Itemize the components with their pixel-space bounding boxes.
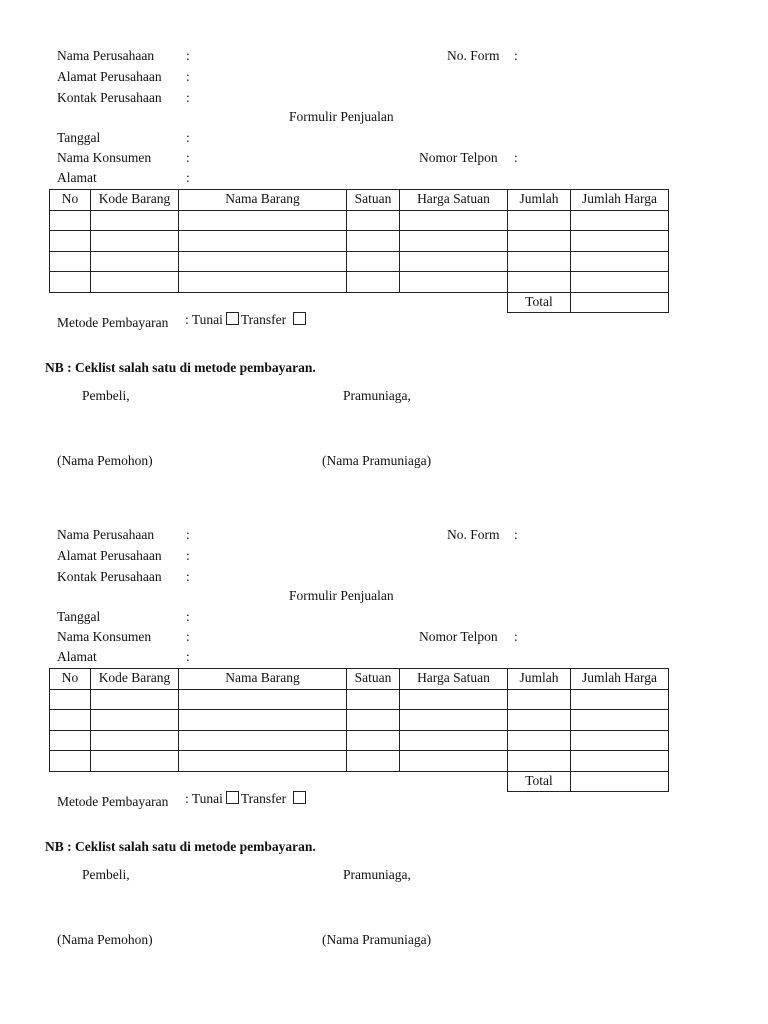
table-cell[interactable]	[50, 231, 91, 252]
customer-name-label: Nama Konsumen	[57, 150, 152, 165]
table-cell[interactable]	[179, 710, 347, 731]
table-cell[interactable]	[508, 751, 571, 772]
phone-colon: :	[514, 150, 518, 165]
table-cell[interactable]	[91, 231, 179, 252]
header-unit: Satuan	[347, 190, 400, 211]
table-cell[interactable]	[347, 251, 400, 272]
table-cell[interactable]	[91, 730, 179, 751]
table-cell[interactable]	[179, 251, 347, 272]
form-no-colon: :	[514, 48, 518, 63]
total-value-cell[interactable]	[571, 771, 669, 792]
table-cell[interactable]	[91, 751, 179, 772]
form-no-label: No. Form	[447, 48, 500, 63]
table-cell[interactable]	[347, 689, 400, 710]
table-cell[interactable]	[400, 231, 508, 252]
table-cell[interactable]	[179, 689, 347, 710]
table-cell[interactable]	[571, 751, 669, 772]
table-cell[interactable]	[400, 689, 508, 710]
table-cell[interactable]	[571, 251, 669, 272]
payment-method-label: Metode Pembayaran	[57, 794, 169, 809]
table-cell[interactable]	[508, 710, 571, 731]
table-cell[interactable]	[179, 231, 347, 252]
date-colon: :	[186, 609, 190, 624]
table-cell[interactable]	[508, 730, 571, 751]
header-total-price: Jumlah Harga	[571, 190, 669, 211]
table-cell[interactable]	[571, 272, 669, 293]
table-cell[interactable]	[571, 231, 669, 252]
table-cell[interactable]	[400, 751, 508, 772]
payment-prefix: : Tunai	[185, 312, 223, 327]
total-row-spacer	[50, 771, 508, 792]
company-contact-label: Kontak Perusahaan	[57, 569, 162, 584]
table-row	[50, 272, 669, 293]
transfer-checkbox[interactable]	[293, 312, 306, 325]
table-row	[50, 730, 669, 751]
phone-label: Nomor Telpon	[419, 150, 498, 165]
table-row	[50, 689, 669, 710]
cash-checkbox[interactable]	[226, 312, 239, 325]
transfer-checkbox[interactable]	[293, 791, 306, 804]
header-total-price: Jumlah Harga	[571, 669, 669, 690]
clerk-label: Pramuniaga,	[343, 388, 411, 403]
company-name-label: Nama Perusahaan	[57, 48, 155, 63]
buyer-label: Pembeli,	[82, 867, 130, 882]
items-table	[49, 189, 669, 313]
table-cell[interactable]	[400, 210, 508, 231]
header-item-name: Nama Barang	[179, 190, 347, 211]
transfer-option-label: Transfer	[240, 791, 287, 806]
header-unit-price: Harga Satuan	[400, 669, 508, 690]
address-label: Alamat	[57, 170, 97, 185]
company-address-colon: :	[186, 69, 190, 84]
buyer-name: (Nama Pemohon)	[57, 453, 153, 468]
form-title: Formulir Penjualan	[289, 588, 394, 603]
table-cell[interactable]	[91, 251, 179, 272]
table-cell[interactable]	[571, 710, 669, 731]
phone-label: Nomor Telpon	[419, 629, 498, 644]
table-cell[interactable]	[347, 231, 400, 252]
table-cell[interactable]	[508, 210, 571, 231]
cash-checkbox[interactable]	[226, 791, 239, 804]
table-cell[interactable]	[179, 272, 347, 293]
company-contact-colon: :	[186, 569, 190, 584]
customer-name-colon: :	[186, 150, 190, 165]
header-no: No	[50, 190, 91, 211]
company-contact-colon: :	[186, 90, 190, 105]
table-cell[interactable]	[400, 272, 508, 293]
table-cell[interactable]	[91, 272, 179, 293]
sales-form-2	[0, 479, 768, 947]
table-cell[interactable]	[50, 272, 91, 293]
table-header-row	[50, 669, 669, 690]
table-cell[interactable]	[179, 751, 347, 772]
total-row	[50, 292, 669, 313]
table-cell[interactable]	[50, 751, 91, 772]
company-name-label: Nama Perusahaan	[57, 527, 155, 542]
table-cell[interactable]	[400, 710, 508, 731]
date-label: Tanggal	[57, 130, 101, 145]
company-address-label: Alamat Perusahaan	[57, 69, 162, 84]
clerk-name: (Nama Pramuniaga)	[322, 453, 432, 468]
table-cell[interactable]	[571, 689, 669, 710]
payment-options	[185, 312, 308, 328]
table-cell[interactable]	[179, 210, 347, 231]
table-cell[interactable]	[50, 251, 91, 272]
table-cell[interactable]	[571, 210, 669, 231]
table-cell[interactable]	[50, 689, 91, 710]
table-cell[interactable]	[347, 210, 400, 231]
table-cell[interactable]	[347, 272, 400, 293]
table-row	[50, 231, 669, 252]
header-item-code: Kode Barang	[91, 669, 179, 690]
customer-name-colon: :	[186, 629, 190, 644]
buyer-label: Pembeli,	[82, 388, 130, 403]
table-cell[interactable]	[179, 730, 347, 751]
header-item-name: Nama Barang	[179, 669, 347, 690]
date-colon: :	[186, 130, 190, 145]
table-row	[50, 251, 669, 272]
table-cell[interactable]	[571, 730, 669, 751]
total-label: Total	[508, 292, 571, 313]
payment-options	[185, 791, 308, 807]
total-label: Total	[508, 771, 571, 792]
table-header-row	[50, 190, 669, 211]
table-cell[interactable]	[508, 272, 571, 293]
payment-note: NB : Ceklist salah satu di metode pembayaran.	[45, 839, 316, 854]
table-row	[50, 751, 669, 772]
table-cell[interactable]	[400, 251, 508, 272]
header-unit: Satuan	[347, 669, 400, 690]
company-address-label: Alamat Perusahaan	[57, 548, 162, 563]
clerk-label: Pramuniaga,	[343, 867, 411, 882]
company-address-colon: :	[186, 548, 190, 563]
address-colon: :	[186, 649, 190, 664]
table-cell[interactable]	[347, 730, 400, 751]
table-row	[50, 710, 669, 731]
table-cell[interactable]	[50, 710, 91, 731]
table-cell[interactable]	[50, 730, 91, 751]
transfer-option-label: Transfer	[240, 312, 287, 327]
clerk-name: (Nama Pramuniaga)	[322, 932, 432, 947]
payment-method-label: Metode Pembayaran	[57, 315, 169, 330]
company-contact-label: Kontak Perusahaan	[57, 90, 162, 105]
header-quantity: Jumlah	[508, 669, 571, 690]
sales-form-1	[0, 0, 768, 468]
table-cell[interactable]	[50, 210, 91, 231]
payment-prefix: : Tunai	[185, 791, 223, 806]
date-label: Tanggal	[57, 609, 101, 624]
form-no-colon: :	[514, 527, 518, 542]
phone-colon: :	[514, 629, 518, 644]
table-cell[interactable]	[508, 689, 571, 710]
total-row	[50, 771, 669, 792]
table-cell[interactable]	[91, 210, 179, 231]
header-item-code: Kode Barang	[91, 190, 179, 211]
buyer-name: (Nama Pemohon)	[57, 932, 153, 947]
items-table	[49, 668, 669, 792]
total-row-spacer	[50, 292, 508, 313]
header-quantity: Jumlah	[508, 190, 571, 211]
address-label: Alamat	[57, 649, 97, 664]
table-cell[interactable]	[347, 710, 400, 731]
company-name-colon: :	[186, 527, 190, 542]
table-cell[interactable]	[91, 710, 179, 731]
table-cell[interactable]	[347, 751, 400, 772]
form-no-label: No. Form	[447, 527, 500, 542]
form-title: Formulir Penjualan	[289, 109, 394, 124]
table-cell[interactable]	[400, 730, 508, 751]
payment-note: NB : Ceklist salah satu di metode pembayaran.	[45, 360, 316, 375]
address-colon: :	[186, 170, 190, 185]
table-cell[interactable]	[508, 251, 571, 272]
company-name-colon: :	[186, 48, 190, 63]
customer-name-label: Nama Konsumen	[57, 629, 152, 644]
header-unit-price: Harga Satuan	[400, 190, 508, 211]
header-no: No	[50, 669, 91, 690]
table-cell[interactable]	[508, 231, 571, 252]
total-value-cell[interactable]	[571, 292, 669, 313]
table-row	[50, 210, 669, 231]
table-cell[interactable]	[91, 689, 179, 710]
